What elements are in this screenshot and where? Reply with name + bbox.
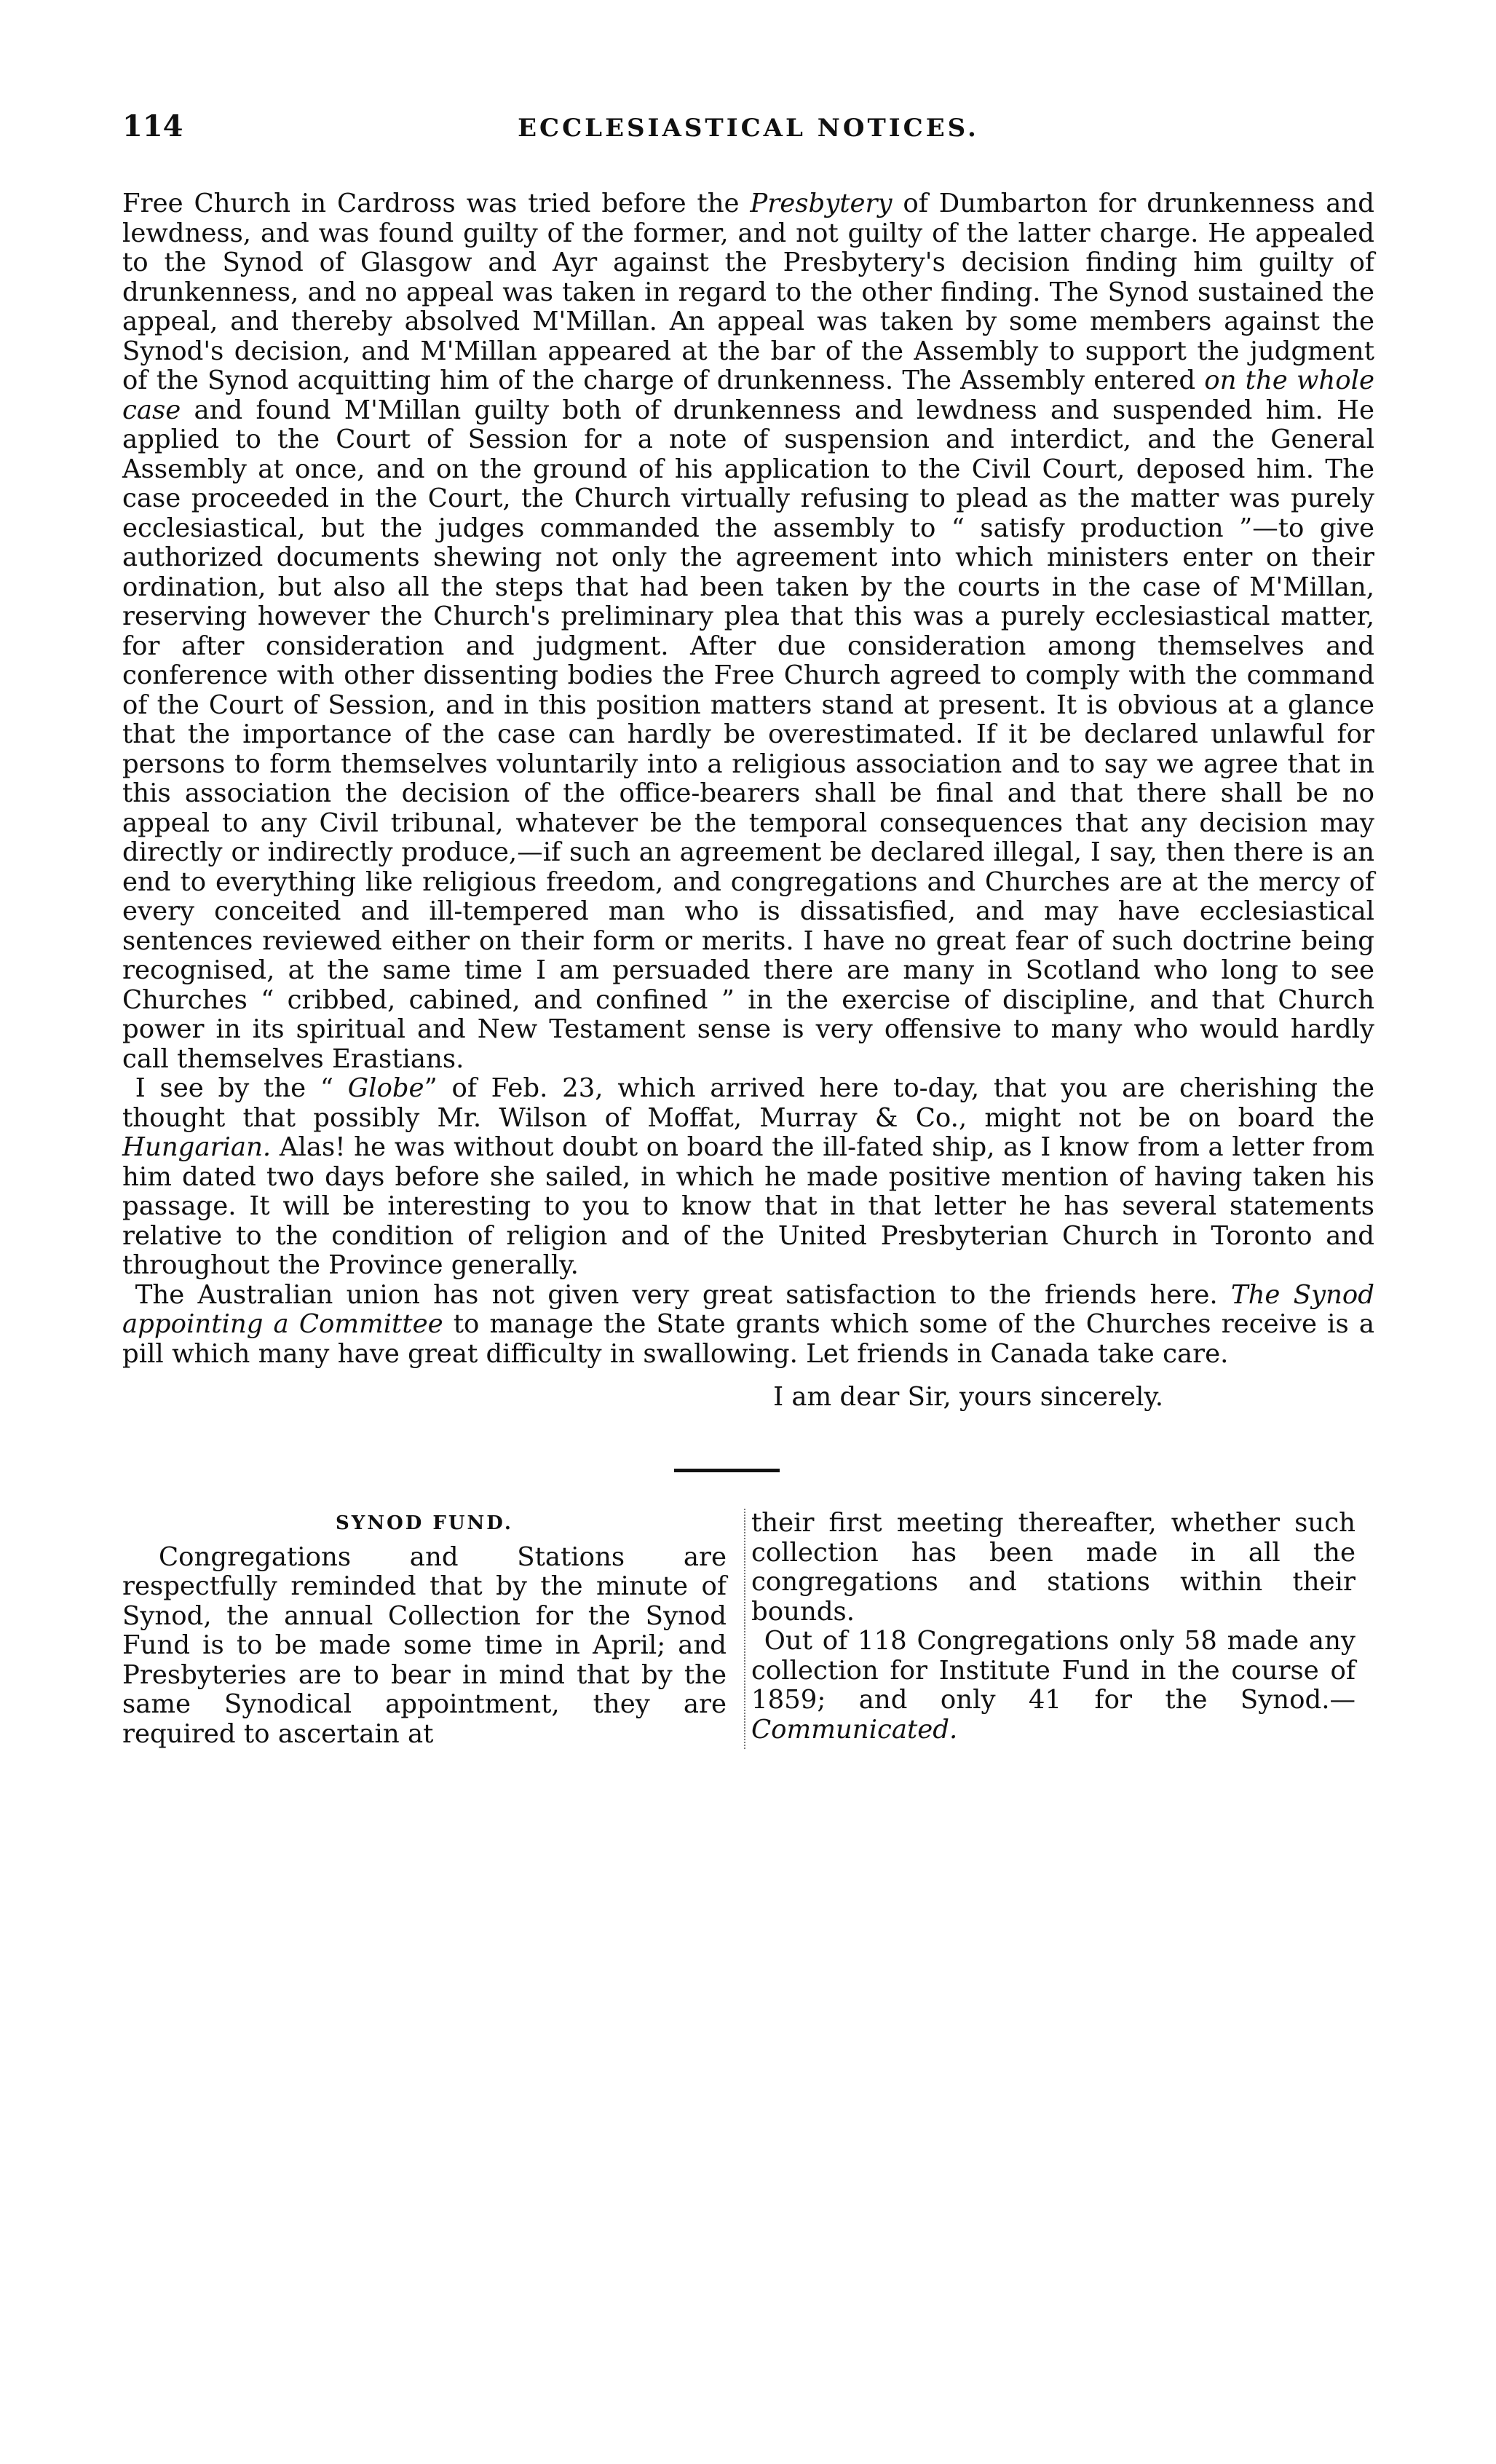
running-head: ECCLESIASTICAL NOTICES.: [518, 114, 979, 143]
p2-text-e: Alas! he was without doubt on board the ill-fated ship, as I know from a letter from him dated two days before she sailed, in which he made positive mention of having taken his passage. It will be interesting to you to know that in that letter he has several statements relative to the condition of religion and of the United Presbyterian Church in Toronto and throughout the Province generally.: [122, 1132, 1374, 1280]
synod-fund-section: [122, 1509, 1374, 1749]
synod-fund-right-text-b: Out of 118 Congregations only 58 made any collection for Institute Fund in the course of 1859; and only 41 for the Synod.—: [751, 1626, 1355, 1715]
p2-text-c: ” of Feb. 23, which arrived here to-day, that you are cherishing the thought that possibly Mr. Wilson of Moffat, Murray & Co., might not be on board the: [122, 1073, 1374, 1133]
synod-fund-right-text-a: their first meeting thereafter, whether such collection has been made in all the congregations and stations within their bounds.: [751, 1508, 1355, 1627]
page-header: [122, 109, 1374, 160]
p1-italic-d: on the whole case: [122, 366, 1374, 425]
p2-italic-d: Hungarian.: [122, 1132, 272, 1162]
letter-body: [122, 189, 1374, 1369]
p3-text-a: The Australian union has not given very great satisfaction to the friends here.: [135, 1279, 1231, 1310]
synod-fund-right-paragraph-b: [751, 1627, 1355, 1745]
p1-text-c: of Dumbarton for drunkenness and lewdness, and was found guilty of the former, and not guilty of the latter charge. He appealed to the Synod of Glasgow and Ayr against the Presbytery's decision finding him guilty of drunkenness, and no appeal was taken in regard to the other finding. The Synod sustained the appeal, and thereby absolved M'Millan. An appeal was taken by some members against the Synod's decision, and M'Millan appeared at the bar of the Assembly to support the judgment of the Synod acquitting him of the charge of drunkenness. The Assembly entered: [122, 189, 1374, 395]
p1-italic-b: Presbytery: [750, 189, 893, 218]
p2-text-a: I see by the “: [135, 1073, 348, 1103]
page: [122, 109, 1374, 1749]
synod-fund-left-text: Congregations and Stations are respectfully reminded that by the minute of Synod, the annual Collection for the Synod Fund is to be made some time in April; and Presbyteries are to bear in mind that by the same Synodical appointment, they are required to ascertain at: [122, 1541, 727, 1749]
paragraph-1: [122, 189, 1374, 1074]
page-number: 114: [122, 109, 183, 143]
synod-fund-right-column: [744, 1509, 1355, 1749]
synod-fund-heading: SYNOD FUND.: [336, 1512, 513, 1534]
section-divider: [674, 1469, 780, 1472]
p3-text-c: to manage the State grants which some of the Churches receive is a pill which many have great difficulty in swallowing. Let friends in Canada take care.: [122, 1309, 1374, 1369]
p1-text-a: Free Church in Cardross was tried before the: [122, 189, 751, 218]
communicated-signature: Communicated.: [751, 1714, 958, 1745]
signoff: I am dear Sir, yours sincerely.: [773, 1382, 1163, 1412]
paragraph-2: [122, 1074, 1374, 1281]
synod-fund-left-column: [122, 1509, 727, 1749]
p3-italic-b: The Synod appointing a Committee: [122, 1279, 1375, 1339]
paragraph-3: [122, 1281, 1374, 1370]
p2-italic-b: Globe: [347, 1073, 424, 1103]
p1-text-e: and found M'Millan guilty both of drunkenness and lewdness and suspended him. He applied to the Court of Session for a note of suspension and interdict, and the General Assembly at once, and on the ground of his application to the Civil Court, deposed him. The case proceeded in the Court, the Church virtually refusing to plead as the matter was purely ecclesiastical, but the judges commanded the assembly to “ satisfy production ”—to give authorized documents shewing not only the agreement into which ministers enter on their ordination, but also all the steps that had been taken by the courts in the case of M'Millan, reserving however the Church's preliminary plea that this was a purely ecclesiastical matter, for after consideration and judgment. After due consideration among themselves and conference with other dissenting bodies the Free Church agreed to comply with the command of the Court of Session, and in this position matters stand at present. It is obvious at a glance that the importance of the case can hardly be overestimated. If it be declared unlawful for persons to form themselves voluntarily into a religious association and to say we agree that in this association the decision of the office-bearers shall be final and that there shall be no appeal to any Civil tribunal, whatever be the temporal consequences that any decision may directly or indirectly produce,—if such an agreement be declared illegal, I say, then there is an end to everything like religious freedom, and congregations and Churches are at the mercy of every conceited and ill-tempered man who is dissatisfied, and may have ecclesiastical sentences reviewed either on their form or merits. I have no great fear of such doctrine being recognised, at the same time I am persuaded there are many in Scotland who long to see Churches “ cribbed, cabined, and confined ” in the exercise of discipline, and that Church power in its spiritual and New Testament sense is very offensive to many who would hardly call themselves Erastians.: [122, 395, 1374, 1074]
